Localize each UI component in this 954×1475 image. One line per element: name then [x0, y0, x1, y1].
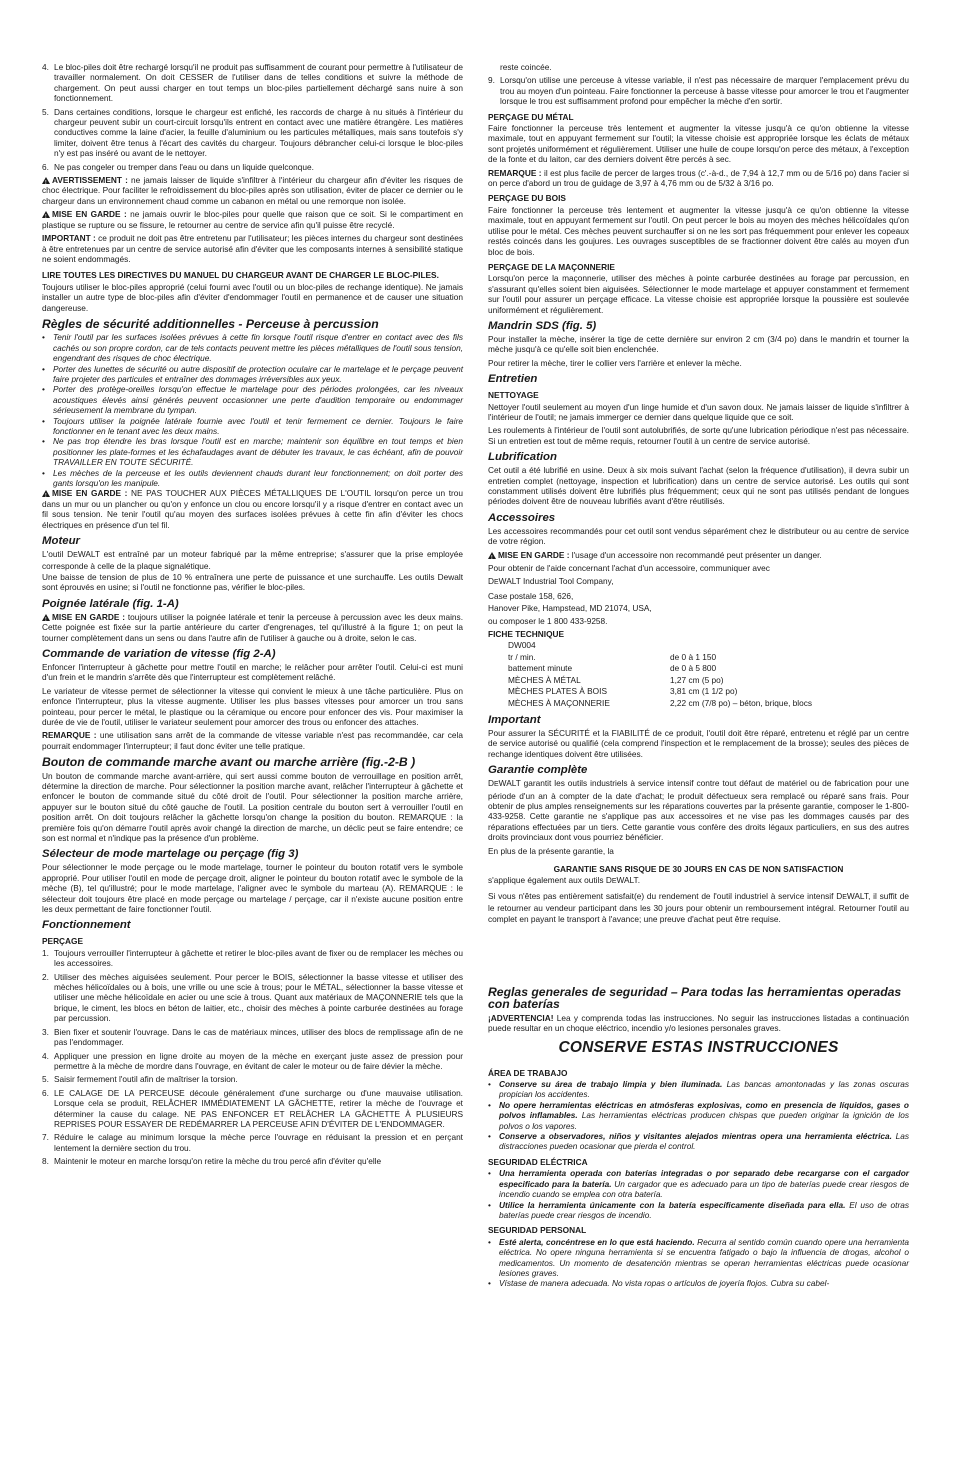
side-handle-text: !MISE EN GARDE : toujours utiliser la poignée latérale et tenir la perceuse à percussion avec les deux mains. Cette poignée est fixée sur la partie antérieure du carter d'engrenages, tel qu'illustré à la figure 1; on peut la tourner complètement dans un sens ou dans l'autre afin de l'utiliser à gauche ou à droite, selon le cas. [42, 612, 463, 643]
section-title-rules: Règles de sécurité additionnelles - Perceuse à percussion [42, 316, 379, 331]
address-line: Hanover Pike, Hampstead, MD 21074, USA, [488, 603, 652, 614]
list-item: 7. Réduire le calage au minimum lorsque la mèche perce l'ouvrage en réduisant la pression et en perçant lentement la dernière section du trou. [42, 1132, 463, 1153]
cleaning-heading: NETTOYAGE [488, 390, 539, 401]
area-heading: ÁREA DE TRABAJO [488, 1067, 568, 1078]
list-item: • Porter des protège-oreilles lorsqu'on effectue le martelage pour des périodes prolongées, car les niveaux acoustiques élevés ainsi générés peuvent occasionner une perte d'audition temporaire ou endommager sérieusement la membrane du tympan. [42, 384, 463, 416]
section-title-sds: Mandrin SDS (fig. 5) [488, 319, 597, 332]
speed-text-1: Enfoncer l'interrupteur à gâchette pour mettre l'outil en marche; le relâcher pour arrêter l'outil. Celui-ci est muni d'un frein et le mandrin s'arrête dès que l'interrupteur est complètement relâché. [42, 661, 463, 683]
section-title-side-handle: Poignée latérale (fig. 1-A) [42, 597, 179, 610]
list-item: 6. Ne pas congeler ou tremper dans l'eau ou dans un liquide quelconque. [42, 161, 314, 172]
list-item: • Toujours utiliser la poignée latérale fournie avec l'outil et tenir fermement ce dernier. Toujours le faire fonctionner en le tenant avec les deux mains. [42, 415, 463, 436]
reverse-text: Un bouton de commande marche avant-arrière, qui sert aussi comme bouton de verrouillage en position arrêt, détermine la direction de marche. Pour sélectionner la position marche avant, relâcher l'interrupteur à gâchette et enfoncer le bouton de commande situé du côté droit de l'outil. Pour sélectionner la position marche arrière, appuyer sur le bouton situé du côté gauche de l'outil. La position centrale du bouton sert à verrouiller l'outil en position arrêt. On doit toujours relâcher la gâchette lorsqu'on change la position du bouton. REMARQUE : la première fois qu'on démarre l'outil après avoir changé la direction de marche, un déclic peut se faire entendre; ce son est normal et n'indique pas la présence d'un problème. [42, 770, 463, 843]
caution-paragraph: !MISE EN GARDE : NE PAS TOUCHER AUX PIÈCES MÉTALLIQUES DE L'OUTIL lorsqu'on perce un trou dans un mur ou un plancher ou qu'on y enfonce un clou ou encore lorsqu'il y a risque d'entrer en contact avec un fil sous tension. Ne tenir l'outil qu'au moyen des surfaces isolées prévues à cette fin afin d'éviter les chocs électriques en présence d'un tel fil. [42, 488, 463, 530]
list-item: • Conserve su área de trabajo limpia y bien iluminada. Las bancas amontonadas y las zonas oscuras propician los accidentes. [488, 1079, 909, 1100]
list-item: • Porter des lunettes de sécurité ou autre dispositif de protection oculaire car le martelage et le perçage peuvent faire projeter des particules et entraîner des dommages irréversibles aux yeux. [42, 363, 463, 384]
area-list [488, 1079, 909, 1152]
guarantee-text-2: Si vous n'êtes pas entièrement satisfait(e) du rendement de l'outil industriel à service intensif DEWALT, il suffit de le retourner au vendeur participant dans les 30 jours pour obtenir un remboursement intégral. Retourner l'outil au complet en payant le transport à l'avance; une preuve d'achat peut être requise. [488, 890, 909, 924]
guarantee-text: s'applique également aux outils DEWALT. [488, 875, 640, 886]
right-column [488, 62, 909, 1289]
list-item: 9. Lorsqu'on utilise une perceuse à vitesse variable, il n'est pas nécessaire de marquer l'emplacement prévu du trou au moyen d'un pointeau. Faire fonctionner la perceuse à basse vitesse pour amorcer le trou et l'augmenter lorsque le trou est suffisamment profond pour empêcher la mèche d'en sortir. [488, 75, 909, 107]
warning-triangle-icon [42, 177, 50, 184]
lubrication-text: Cet outil a été lubrifié en usine. Deux à six mois suivant l'achat (selon la fréquence d'utilisation), il devra subir un entretien complet (nettoyage, inspection et lubrification) dans un centre de service autorisé. Les outils qui sont constamment utilisés doivent être lubrifiés plus fréquemment; ceux qui ne sont pas utilisés pendant de longues périodes doivent être de nouveau lubrifiés avant d'être réutilisés. [488, 465, 909, 507]
list-item: 3. Bien fixer et soutenir l'ouvrage. Dans le cas de matériaux minces, utiliser des blocs de remplissage afin de ne pas l'endommager. [42, 1026, 463, 1048]
continued-item: reste coincée. [500, 62, 552, 72]
important-paragraph: IMPORTANT : ce produit ne doit pas être entretenu par l'utilisateur; les pièces internes du chargeur sont destinées à être entretenues par un centre de service autorisé afin d'éviter que les composants internes à sensibilité statique ne soient endommagés. [42, 233, 463, 264]
warning-triangle-icon [488, 552, 496, 559]
section-title-accessories: Accessoires [488, 511, 556, 524]
list-item: 1. Toujours verrouiller l'interrupteur à gâchette et retirer le bloc-piles avant de fixer ou de remplacer les mèches ou les accessoires. [42, 947, 463, 969]
caution-paragraph: !MISE EN GARDE : ne jamais ouvrir le bloc-piles pour quelle que raison que ce soit. Si le compartiment en plastique se rupture ou se fissure, le retourner au centre de service afin qu'il puisse être recyclé. [42, 209, 463, 230]
masonry-text: Lorsqu'on perce la maçonnerie, utiliser des mèches à pointe carburée destinées au forage par percussion, en s'assurant qu'elles soient bien aiguisées. Sélectionner le mode martelage et appuyer constamment et fermement sur l'outil pour assurer un perçage efficace. La vitesse choisie est appropriée lorsque la poussière est soulevée uniformément et régulièrement. [488, 273, 909, 315]
speed-text-2: Le variateur de vitesse permet de sélectionner la vitesse qui convient le mieux à une tâche particulière. Plus on enfonce l'interrupteur, plus la vitesse augmente. Utiliser les plus basses vitesses pour amorcer un trou sans pointeau, pour percer le métal, le plastique ou la céramique ou encore pour enfoncer des vis. Pour maximiser la durée de vie de l'outil, utiliser le variateur seulement pour amorcer des trous ou enfoncer des attaches. [42, 685, 463, 727]
specs-heading: FICHE TECHNIQUE [488, 629, 565, 640]
table-row: MÈCHES À MAÇONNERIE 2,22 cm (7/8 po) – béton, brique, blocs [508, 697, 813, 708]
list-item: • Tenir l'outil par les surfaces isolées prévues à cette fin lorsque l'outil risque d'entrer en contact avec des fils cachés ou son propre cordon, car de tels contacts peuvent mettre les pièces métalliques de l'outil sous tension, engendrant des risques de choc électrique. [42, 332, 463, 364]
spacer [488, 927, 909, 981]
wood-heading: PERÇAGE DU BOIS [488, 193, 566, 204]
address-line: DEWALT Industrial Tool Company, [488, 576, 614, 587]
conserve-title: CONSERVE ESTAS INSTRUCCIONES [558, 1038, 839, 1056]
list-item: 6. LE CALAGE DE LA PERCEUSE découle généralement d'une surcharge ou d'une mauvaise utilisation. Lorsque cela se produit, RELÂCHER IMMÉDIATEMENT LA GÂCHETTE, retirer la mèche de l'ouvrage et déterminer la cause du calage. NE PAS ENFONCER ET RELÂCHER LA GÂCHETTE À PLUSIEURS REPRISES POUR ESSAYER DE REDÉMARRER LA PERCEUSE AFIN D'ÉVITER DE L'ENDOMMAGER. [42, 1087, 463, 1129]
list-item: • Conserve a observadores, niños y visitantes alejados mientras opera una herramienta eléctrica. Las distracciones pueden ocasionar que pierda el control. [488, 1131, 909, 1152]
list-item: • Vístase de manera adecuada. No vista ropas o artículos de joyería flojos. Cubra su cabel- [488, 1278, 830, 1289]
read-all-text: Toujours utiliser le bloc-piles approprié (celui fourni avec l'outil ou un bloc-piles de rechange identique). Ne jamais installer un autre type de bloc-piles afin d'éviter d'endommager l'outil en permanence et de causer une situation dangereuse. [42, 281, 463, 313]
warning-triangle-icon [42, 211, 50, 218]
metal-note: REMARQUE : il est plus facile de percer de larges trous (c'.-à-d., de 7,94 à 12,7 mm ou de 5/16 po) dans l'acier si on perce d'abord un trou de guidage de 3,97 à 4,76 mm ou de 5/32 à 3/16 po. [488, 167, 909, 189]
list-item: • No opere herramientas eléctricas en atmósferas explosivas, como en presencia de líquidos, gases o polvos inflamables. Las herramientas eléctricas producen chispas que pueden originar la ignición de los polvos o los vapores. [488, 1099, 909, 1131]
warning-paragraph: !AVERTISSEMENT : ne jamais laisser de liquide s'infiltrer à l'intérieur du chargeur afin d'éviter les risques de choc électrique. Pour faciliter le refroidissement du bloc-piles après son utilisation, éviter de placer ce dernier ou le chargeur dans un environnement chaud comme un cabanon en métal ou une remorque non isolée. [42, 175, 463, 206]
list-item: 4. Le bloc-piles doit être rechargé lorsqu'il ne produit pas suffisamment de courant pour permettre à l'utilisateur de travailler normalement. On doit CESSER de l'utiliser dans de telles conditions et suivre la méthode de chargement. On peut aussi charger en tout temps un bloc-piles partiellement déchargé sans nuire à son fonctionnement. [42, 62, 463, 104]
mode-text: Pour sélectionner le mode perçage ou le mode martelage, tourner le pointeur du bouton rotatif vers le symbole approprié. Pour utiliser l'outil en mode de perçage droit, aligner le pointeur du bouton rotatif avec le symbole de la mèche (B), tel qu'illustré; pour le mode martelage, l'aligner avec le symbole du marteau (A). REMARQUE : le sélecteur doit toujours être placé en mode perçage ou martelage / perçage, car il n'existe aucune position entre les deux permettant de faire fonctionner l'outil. [42, 862, 463, 915]
list-item: 4. Appliquer une pression en ligne droite au moyen de la mèche en exerçant juste assez de pression pour permettre à la mèche de mordre dans l'ouvrage, en évitant de caler le moteur ou de faire dévier la mèche. [42, 1050, 463, 1071]
warning-triangle-icon [42, 614, 50, 621]
list-item: 2. Utiliser des mèches aiguisées seulement. Pour percer le BOIS, sélectionner la basse vitesse et utiliser des mèches hélicoïdales ou à bois, une vrille ou une scie à trous; pour le MÉTAL, sélectionner la basse vitesse et utiliser une mèche hélicoïdale en acier ou une scie à trous. Quant aux matériaux de MAÇONNERIE tels que la brique, le ciment, les blocs en béton de laitier, etc., choisir des mèches à pointe carburée destinées au forage par percussion. [42, 971, 463, 1024]
cleaning-text: Nettoyer l'outil seulement au moyen d'un linge humide et d'un savon doux. Ne jamais laisser de liquide s'infiltrer à l'intérieur de l'outil; ne jamais immerger ce dernier dans quelque liquide que ce soit. [488, 401, 909, 422]
section-title-warranty: Garantie complète [488, 764, 588, 777]
warranty-text-2: En plus de la présente garantie, la [488, 845, 614, 856]
table-row: battement minute de 0 à 5 800 [508, 663, 717, 674]
guarantee-heading: GARANTIE SANS RISQUE DE 30 JOURS EN CAS DE NON SATISFACTION [553, 863, 844, 874]
masonry-heading: PERÇAGE DE LA MAÇONNERIE [488, 261, 615, 272]
metal-heading: PERÇAGE DU MÉTAL [488, 111, 574, 122]
personal-heading: SEGURIDAD PERSONAL [488, 1225, 587, 1236]
section-title-maintenance: Entretien [488, 373, 538, 386]
section-title-lubrication: Lubrification [488, 451, 557, 464]
table-row: MÈCHES À MÉTAL 1,27 cm (5 po) [508, 674, 724, 685]
section-title-important: Important [488, 713, 541, 726]
spanish-warning: ¡ADVERTENCIA! Lea y comprenda todas las instrucciones. No seguir las instrucciones listadas a continuación puede resultar en un choque eléctrico, incendio y/o lesiones personales graves. [488, 1012, 909, 1034]
battery-items-list [42, 62, 463, 172]
personal-list [488, 1237, 909, 1289]
electric-list [488, 1168, 909, 1220]
drilling-list [42, 948, 463, 1167]
section-title-reverse: Bouton de commande marche avant ou marche arrière (fig.-2-B ) [42, 755, 416, 770]
motor-text: L'outil DEWALT est entraîné par un moteur fabriqué par la même entreprise; s'assurer que la prise employée corresponde à celle de la plaque signalétique. Une baisse de tension de plus de 10 % entraînera une perte de puissance et une surchauffe. Les outils Dewalt sont éprouvés en usine; si l'outil ne fonctionne pas, vérifier le bloc-piles. [42, 549, 463, 593]
section-title-speed: Commande de variation de vitesse (fig 2-A) [42, 647, 276, 660]
address-line: Case postale 158, 626, [488, 590, 574, 601]
section-title-motor: Moteur [42, 535, 80, 548]
read-all-heading: LIRE TOUTES LES DIRECTIVES DU MANUEL DU CHARGEUR AVANT DE CHARGER LE BLOC-PILES. [42, 270, 439, 281]
list-item: • Utilice la herramienta únicamente con la batería específicamente diseñada para ella. El uso de otras baterías puede crear riesgos de incendio. [488, 1199, 909, 1220]
speed-note: REMARQUE : une utilisation sans arrêt de la commande de vitesse variable n'est pas recommandée, car cela pourrait endommager l'interrupteur; il faut donc éviter une telle pratique. [42, 730, 463, 751]
section-title-mode: Sélecteur de mode martelage ou perçage (fig 3) [42, 848, 299, 861]
accessories-help: Pour obtenir de l'aide concernant l'achat d'un accessoire, communiquer avec [488, 563, 770, 574]
important-text: Pour assurer la SÉCURITÉ et la FIABILITÉ de ce produit, l'outil doit être réparé, entretenu et réglé par un centre de service autorisé ou qualifié (cela comprend l'inspection et le remplacement de la brosse); seules des pièces de rechange identiques doivent être utilisées. [488, 727, 909, 759]
accessories-text: Les accessoires recommandés pour cet outil sont vendus séparément chez le distributeur ou au centre de service de votre région. [488, 525, 909, 547]
specs-table [508, 640, 812, 708]
phone-line: ou composer le 1 800 433-9258. [488, 615, 608, 626]
list-item: • Ne pas trop étendre les bras lorsque l'outil est en marche; maintenir son équilibre en tout temps et bien positionner les plate-formes et les échafaudages avant de débuter les travaux, le cas échéant, afin de pouvoir TRAVAILLER EN TOUTE SÉCURITÉ. [42, 436, 463, 468]
drilling-heading: PERÇAGE [42, 936, 84, 947]
list-item: 5. Saisir fermement l'outil afin de maîtriser la torsion. [42, 1074, 238, 1085]
list-item: • Les mèches de la perceuse et les outils deviennent chauds durant leur fonctionnement; on doit porter des gants lorsqu'on les manipule. [42, 467, 463, 489]
bearings-text: Les roulements à l'intérieur de l'outil sont autolubrifiés, de sorte qu'une lubrication périodique n'est pas nécessaire. Si un entretien est tout de même requis, retourner l'outil à un centre de service autorisé. [488, 425, 909, 446]
list-item: • Una herramienta operada con baterías integradas o por separado debe recargarse con el cargador especificado para la batería. Un cargador que es adecuado para un tipo de baterías puede crear riesgos de incendio cuando se emplea con otra batería. [488, 1168, 909, 1200]
electric-heading: SEGURIDAD ELÉCTRICA [488, 1156, 588, 1167]
warranty-text: DEWALT garantit les outils industriels à service intensif contre tout défaut de matériel ou de fabrication pour une période d'un an à compter de la date d'achat; le produit défectueux sera remplacé ou réparé sans frais. Pour obtenir de plus amples renseignements sur les réparations couvertes par la présente garantie, composer le 1-800-433-9258. Cette garantie ne s'applique pas aux accessoires et ne vise pas les dommages causés par des réparations effectuées par un tiers. Cette garantie vous confère des droits légaux particuliers, en sus des autres droits provinciaux dont vous pourriez bénéficier. [488, 778, 909, 843]
table-row: DW004 [508, 640, 536, 651]
wood-text: Faire fonctionner la perceuse très lentement et augmenter la vitesse jusqu'à ce qu'on obtienne la vitesse maximale, tout en appuyant fermement sur l'outil. On peut percer le bois au moyen des mèches hélicoïdales qu'on utilise pour le métal. Ces mèches peuvent surchauffer si on ne les sort pas fréquemment pour enlever les copeaux restés coincés dans les goujures. Les ouvrages susceptibles de se fractionner doivent être calés au moyen d'un bloc de bois. [488, 204, 909, 257]
warning-triangle-icon [42, 490, 50, 497]
list-item: 5. Dans certaines conditions, lorsque le chargeur est enfiché, les raccords de charge à nu situés à l'intérieur du chargeur peuvent subir un court-circuit lorsqu'ils entrent en contact avec une matière étrangère. Les matières conductives comme la laine d'acier, la feuille d'aluminium ou les particules métalliques, mais sans toutefois s'y limiter, doivent être tenus à l'écart des cavités du chargeur. Toujours débrancher celui-ci lorsque le bloc-piles n'y est pas inséré ou avant de le nettoyer. [42, 106, 463, 159]
sds-text-2: Pour retirer la mèche, tirer le collier vers l'arrière et enlever la mèche. [488, 357, 742, 368]
table-row: tr / min. de 0 à 1 150 [508, 651, 717, 662]
sds-text-1: Pour installer la mèche, insérer la tige de cette dernière sur environ 2 cm (3/4 po) dans le mandrin et tourner la mèche jusqu'à ce qu'elle soit bien enclenchée. [488, 333, 909, 355]
list-item: 8. Maintenir le moteur en marche lorsqu'on retire la mèche du trou percé afin d'éviter qu'elle [42, 1156, 382, 1167]
accessories-caution: !MISE EN GARDE : l'usage d'un accessoire non recommandé peut présenter un danger. [488, 550, 909, 560]
metal-text: Faire fonctionner la perceuse très lentement et augmenter la vitesse jusqu'à ce qu'on obtienne la vitesse maximale, tout en appuyant fermement sur l'outil; la vitesse choisie est appropriée lorsque les éclats de métaux sont projetés uniformément et régulièrement. Utiliser une huile de coupe lorsqu'on perce des métaux, à l'exception de la fonte et du laiton, car des derniers doivent être percés à sec. [488, 123, 909, 165]
list-item: • Esté alerta, concéntrese en lo que está haciendo. Recurra al sentido común cuando opere una herramienta eléctrica. No opere ninguna herramienta si se encuentra fatigado o bajo la influencia de drogas, alcohol o medicamentos. Un momento de desatención mientras se operan herramientas eléctricas puede ocasionar lesiones graves. [488, 1236, 909, 1278]
left-column [42, 62, 463, 1170]
section-title-spanish-rules: Reglas generales de seguridad – Para todas las herramientas operadas con baterías [488, 985, 902, 1012]
rules-bullets [42, 332, 463, 488]
table-row: MÈCHES PLATES À BOIS 3,81 cm (1 1/2 po) [508, 686, 738, 697]
section-title-operation: Fonctionnement [42, 919, 131, 932]
